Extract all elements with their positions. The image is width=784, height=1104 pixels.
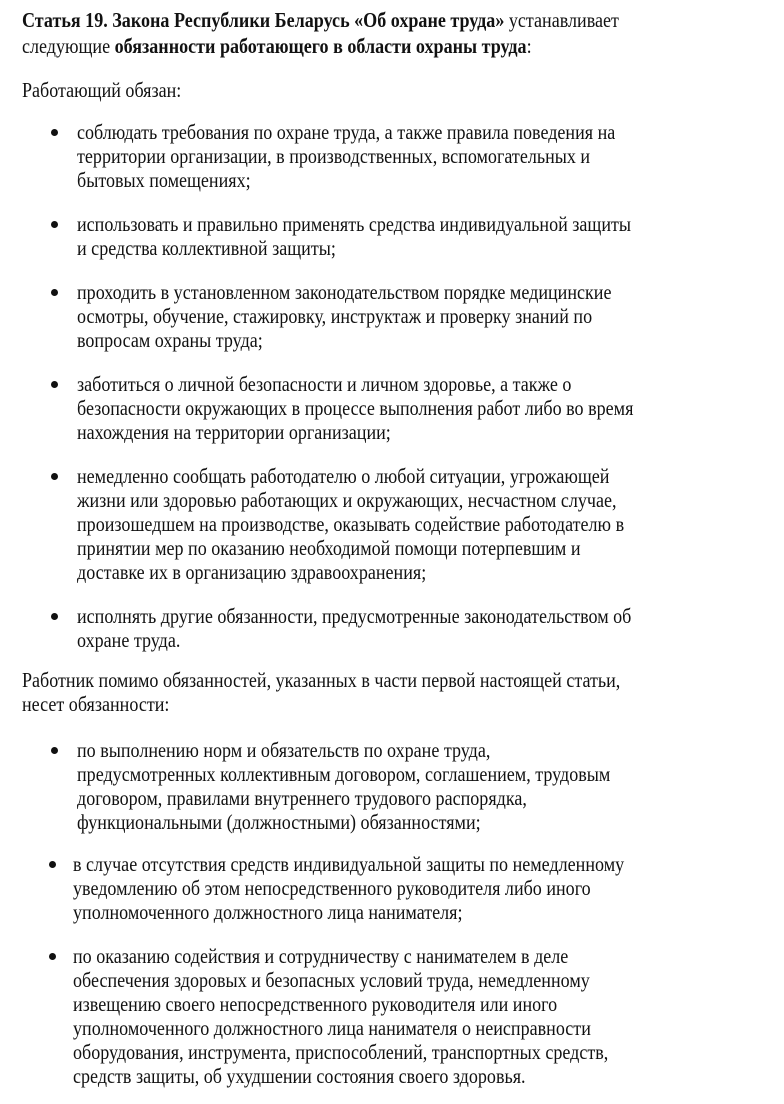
list-item [0, 280, 784, 352]
list-item-line: бытовых помещениях; [77, 168, 251, 192]
bullet-icon [51, 473, 58, 480]
list-item-line: проходить в установленном законодательством порядке медицинские [77, 280, 612, 304]
list-item [0, 604, 784, 652]
list-item-line: договором, правилами внутреннего трудового распорядка, [77, 786, 527, 810]
list-item [0, 944, 784, 1088]
intro-line2-bold: обязанности работающего в области охраны труда [114, 34, 527, 58]
list-item-line: доставке их в организацию здравоохранения; [77, 560, 427, 584]
list-item-line: в случае отсутствия средств индивидуальной защиты по немедленному [73, 852, 625, 876]
section2-heading-line: Работник помимо обязанностей, указанных в части первой настоящей статьи, [22, 668, 621, 692]
list-item-line: извещению своего непосредственного руководителя или иного [73, 992, 558, 1016]
list-item-line: жизни или здоровью работающих и окружающих, несчастном случае, [77, 488, 617, 512]
list-item [0, 464, 784, 584]
intro-title-bold: Статья 19. Закона Республики Беларусь «Об охране труда» [22, 8, 505, 32]
list-item-line: оборудования, инструмента, приспособлений, транспортных средств, [73, 1040, 609, 1064]
bullet-icon [49, 953, 56, 960]
list-item [0, 212, 784, 260]
list-item-line: охране труда. [77, 628, 181, 652]
list-item-line: вопросам охраны труда; [77, 328, 263, 352]
intro-line2-start: следующие [22, 34, 115, 58]
list-item [0, 120, 784, 192]
bullet-icon [51, 129, 58, 136]
list-item-line: функциональными (должностными) обязанностями; [77, 810, 481, 834]
list-item-line: по оказанию содействия и сотрудничеству с нанимателем в деле [73, 944, 569, 968]
bullet-icon [51, 747, 58, 754]
section1-heading-text: Работающий обязан: [22, 78, 182, 102]
bullet-icon [51, 613, 58, 620]
list-item [0, 738, 784, 834]
list-item-line: уполномоченного должностного лица нанимателя о неисправности [73, 1016, 591, 1040]
list-item [0, 852, 784, 924]
intro-line-1 [22, 8, 619, 32]
list-item-line: и средства коллективной защиты; [77, 236, 336, 260]
bullet-icon [51, 289, 58, 296]
list-item-line: немедленно сообщать работодателю о любой ситуации, угрожающей [77, 464, 610, 488]
list-item-line: обеспечения здоровых и безопасных условий труда, немедленному [73, 968, 590, 992]
list-item-line: уведомлению об этом непосредственного руководителя либо иного [73, 876, 591, 900]
bullet-icon [51, 221, 58, 228]
list-item-line: принятии мер по оказанию необходимой помощи потерпевшим и [77, 536, 581, 560]
list-item-line: нахождения на территории организации; [77, 420, 391, 444]
list-item-line: произошедшем на производстве, оказывать содействие работодателю в [77, 512, 625, 536]
list-item-line: предусмотренных коллективным договором, соглашением, трудовым [77, 762, 611, 786]
list-item-line: исполнять другие обязанности, предусмотренные законодательством об [77, 604, 632, 628]
section2-heading-line: несет обязанности: [22, 692, 170, 716]
intro-line-2 [22, 34, 532, 58]
list-item-line: безопасности окружающих в процессе выполнения работ либо во время [77, 396, 634, 420]
intro-title-rest: устанавливает [504, 8, 619, 32]
list-item-line: заботиться о личной безопасности и личном здоровье, а также о [77, 372, 572, 396]
list-item-line: осмотры, обучение, стажировку, инструктаж и проверку знаний по [77, 304, 593, 328]
bullet-icon [49, 861, 56, 868]
list-item-line: использовать и правильно применять средства индивидуальной защиты [77, 212, 632, 236]
list-item-line: уполномоченного должностного лица нанимателя; [73, 900, 463, 924]
intro-line2-end: : [526, 34, 532, 58]
list-item-line: соблюдать требования по охране труда, а также правила поведения на [77, 120, 616, 144]
list-item [0, 372, 784, 444]
list-item-line: по выполнению норм и обязательств по охране труда, [77, 738, 491, 762]
bullet-icon [51, 381, 58, 388]
list-item-line: средств защиты, об ухудшении состояния своего здоровья. [73, 1064, 526, 1088]
list-item-line: территории организации, в производственных, вспомогательных и [77, 144, 591, 168]
